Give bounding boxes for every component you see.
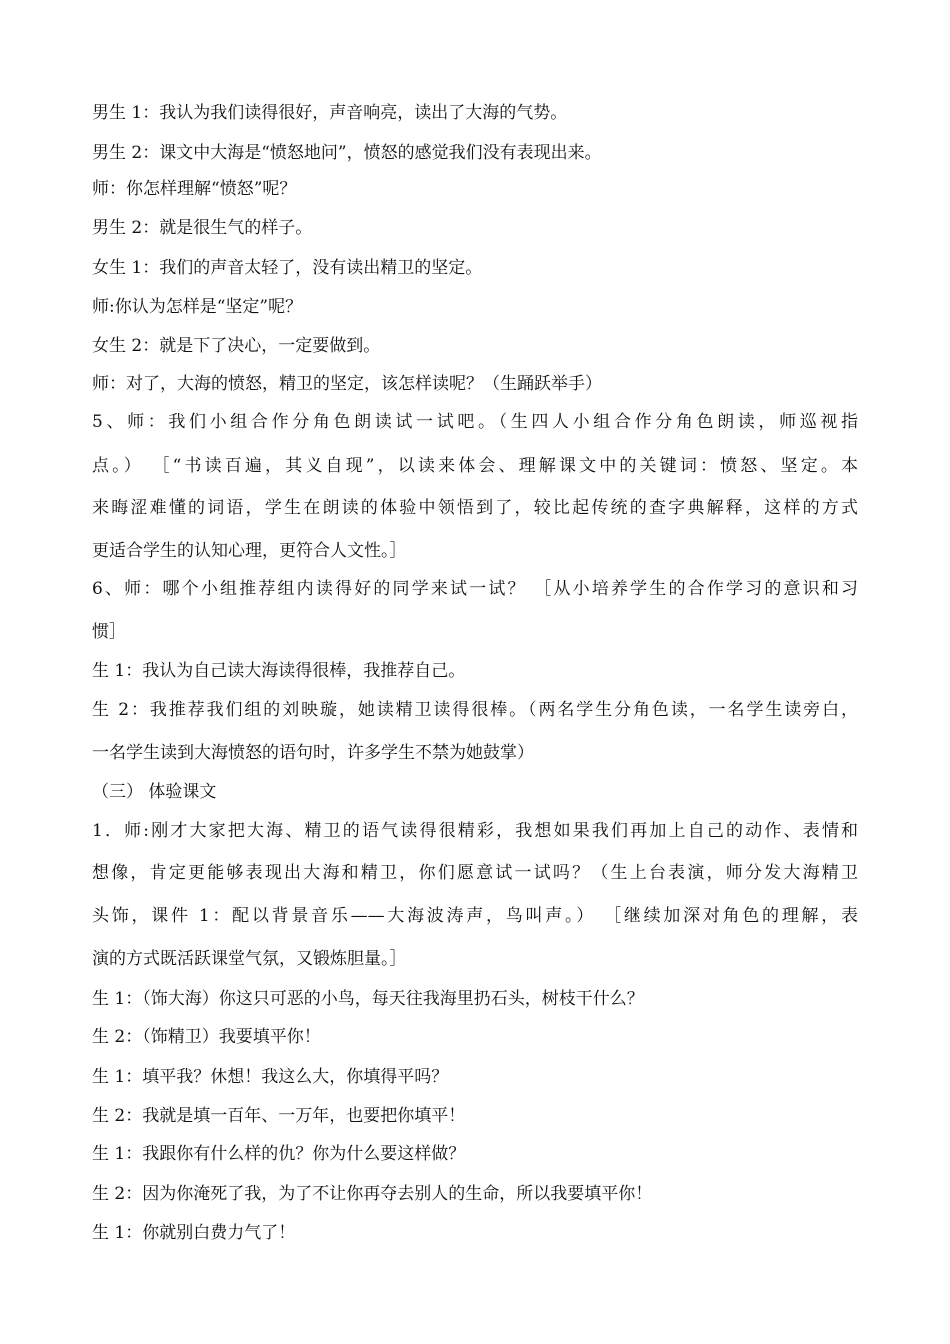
text-line: 一名学生读到大海愤怒的语句时，许多学生不禁为她鼓掌） [92, 743, 534, 763]
text-line: 演的方式既活跃课堂气氛，又锻炼胆量。］ [92, 949, 407, 969]
text-line: 师：你怎样理解“愤怒”呢？ [92, 179, 297, 199]
text-line: 想像，肯定更能够表现出大海和精卫，你们愿意试一试吗？（生上台表演，师分发大海精卫 [92, 863, 858, 883]
text-line: 师:你认为怎样是“坚定”呢？ [92, 297, 303, 317]
text-line: 男生 1：我认为我们读得很好，声音响亮，读出了大海的气势。 [92, 103, 568, 123]
text-line: 生 1：（饰大海）你这只可恶的小鸟，每天往我海里扔石头，树枝干什么？ [92, 989, 644, 1009]
text-line: 男生 2：课文中大海是“愤怒地问”，愤怒的感觉我们没有表现出来。 [92, 143, 602, 163]
text-line: 1．师:刚才大家把大海、精卫的语气读得很精彩，我想如果我们再加上自己的动作、表情和 [92, 821, 858, 841]
section-heading: （三） 体验课文 [92, 782, 217, 802]
text-line: 点。） ［“书读百遍，其义自现”，以读来体会、理解课文中的关键词：愤怒、坚定。本 [92, 456, 858, 476]
text-line: 生 1：填平我？休想！我这么大，你填得平吗？ [92, 1067, 449, 1087]
text-line: 生 2：我推荐我们组的刘映璇，她读精卫读得很棒。（两名学生分角色读，一名学生读旁白， [92, 700, 858, 720]
text-line: 生 1：我认为自己读大海读得很棒，我推荐自己。 [92, 661, 466, 681]
text-line: 惯］ [92, 622, 126, 642]
text-line: 生 2：我就是填一百年、一万年，也要把你填平！ [92, 1106, 466, 1126]
text-line: 生 1：我跟你有什么样的仇？你为什么要这样做？ [92, 1144, 466, 1164]
text-line: 女生 1：我们的声音太轻了，没有读出精卫的坚定。 [92, 258, 483, 278]
text-line: 5、师：我们小组合作分角色朗读试一试吧。（生四人小组合作分角色朗读，师巡视指 [92, 412, 858, 432]
text-line: 生 1：你就别白费力气了！ [92, 1223, 296, 1243]
text-line: 师：对了，大海的愤怒，精卫的坚定，该怎样读呢？（生踊跃举手） [92, 374, 602, 394]
text-line: 生 2：（饰精卫）我要填平你！ [92, 1027, 321, 1047]
text-line: 头饰，课件 1：配以背景音乐——大海波涛声，鸟叫声。） ［继续加深对角色的理解，表 [92, 906, 858, 926]
text-line: 女生 2：就是下了决心，一定要做到。 [92, 336, 381, 356]
text-line: 男生 2：就是很生气的样子。 [92, 218, 313, 238]
text-line: 来晦涩难懂的词语，学生在朗读的体验中领悟到了，较比起传统的查字典解释，这样的方式 [92, 498, 858, 518]
text-line: 更适合学生的认知心理，更符合人文性。］ [92, 541, 407, 561]
text-line: 生 2：因为你淹死了我，为了不让你再夺去别人的生命，所以我要填平你！ [92, 1184, 653, 1204]
text-line: 6、师：哪个小组推荐组内读得好的同学来试一试？ ［从小培养学生的合作学习的意识和习 [92, 579, 858, 599]
